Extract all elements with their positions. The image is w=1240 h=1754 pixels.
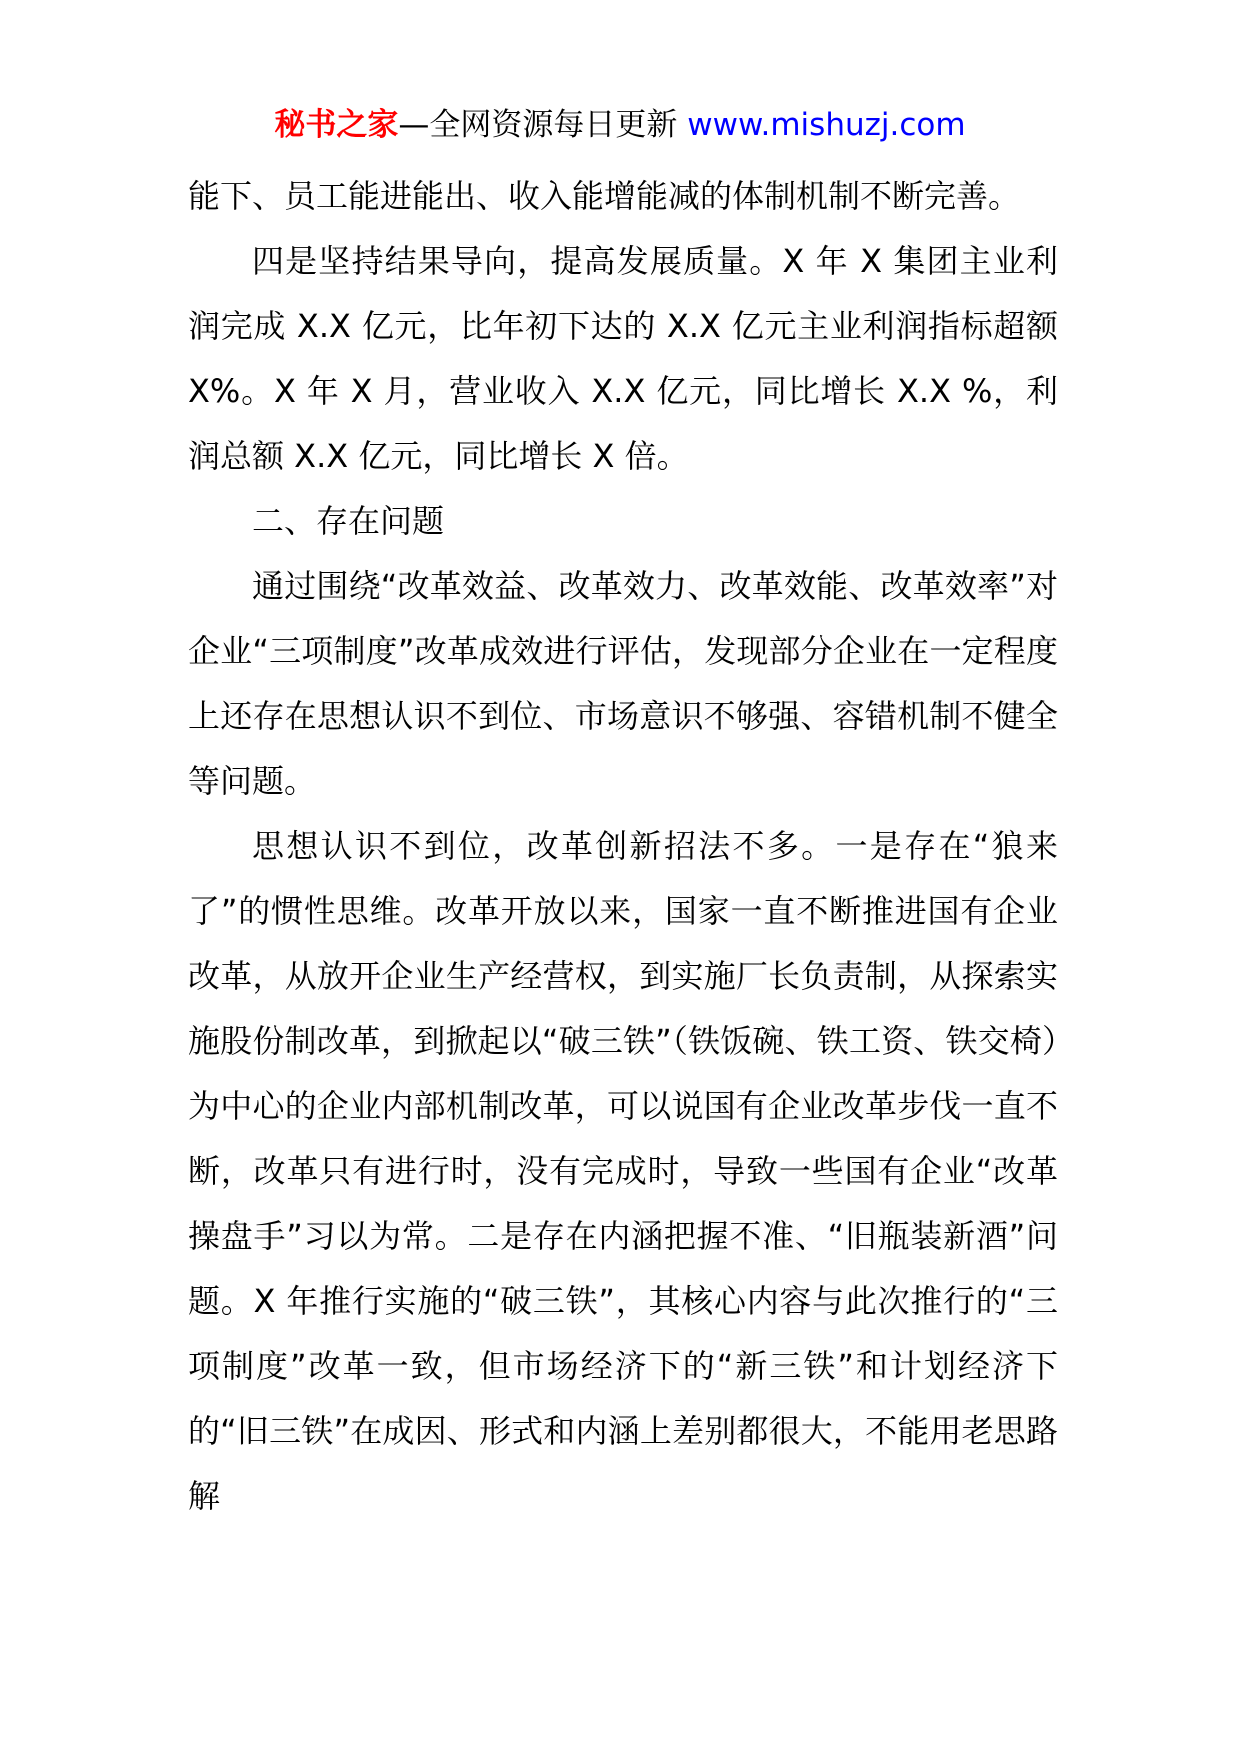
header-url[interactable]: www.mishuzj.com [687,107,966,143]
document-body [188,164,1058,1529]
paragraph-4: 思想认识不到位，改革创新招法不多。一是存在“狼来了”的惯性思维。改革开放以来，国家一直不断推进国有企业改革，从放开企业生产经营权，到实施厂长负责制，从探索实施股份制改革，到掀起以“破三铁”（铁饭碗、铁工资、铁交椅）为中心的企业内部机制改革，可以说国有企业改革步伐一直不断，改革只有进行时，没有完成时，导致一些国有企业“改革操盘手”习以为常。二是存在内涵把握不准、“旧瓶装新酒”问题。X 年推行实施的“破三铁”，其核心内容与此次推行的“三项制度”改革一致，但市场经济下的“新三铁”和计划经济下的“旧三铁”在成因、形式和内涵上差别都很大，不能用老思路解 [188,827,1058,1515]
section-heading: 二、存在问题 [252,502,445,540]
header-brand: 秘书之家 [274,107,399,143]
page-header [0,105,1240,145]
paragraph-3: 通过围绕“改革效益、改革效力、改革效能、改革效率”对企业“三项制度”改革成效进行评估，发现部分企业在一定程度上还存在思想认识不到位、市场意识不够强、容错机制不健全等问题。 [188,567,1058,800]
paragraph-1: 四是坚持结果导向，提高发展质量。X 年 X 集团主业利润完成 X.X 亿元，比年初下达的 X.X 亿元主业利润指标超额 X%。X 年 X 月，营业收入 X.X 亿元，同比增长 X.X %，利润总额 X.X 亿元，同比增长 X 倍。 [188,242,1058,475]
paragraph-0: 能下、员工能进能出、收入能增能减的体制机制不断完善。 [188,177,1021,215]
header-slogan: —全网资源每日更新 [398,107,688,143]
